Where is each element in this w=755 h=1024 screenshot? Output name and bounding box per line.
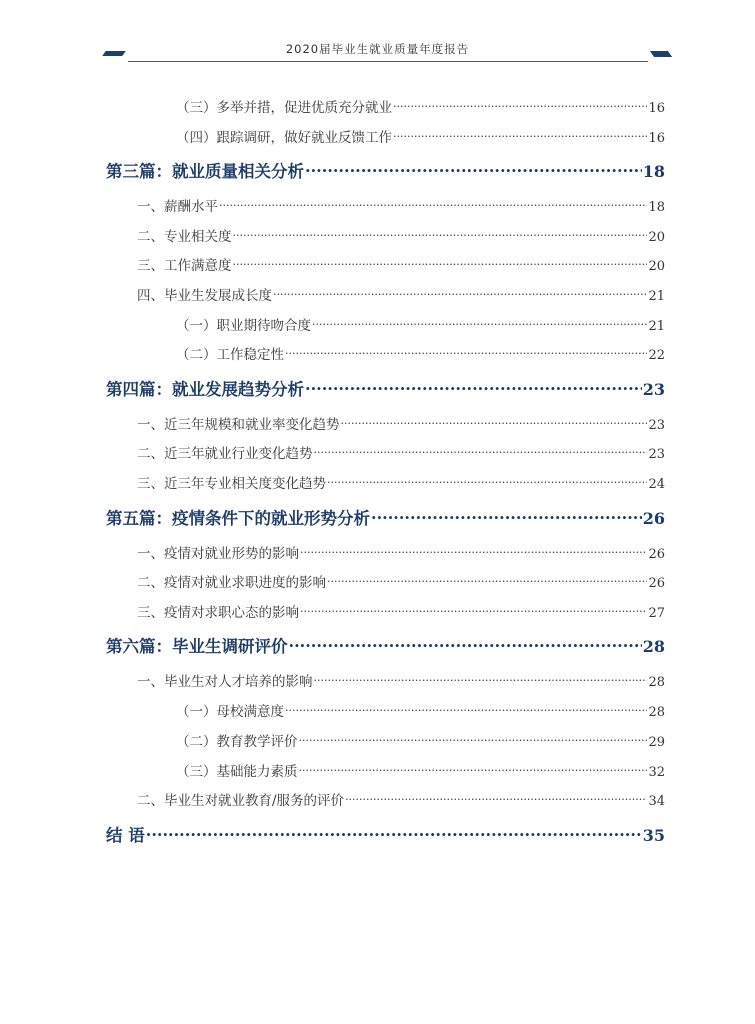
toc-dot-leader — [219, 198, 647, 212]
header-rule — [128, 61, 648, 62]
toc-entry-page: 27 — [648, 606, 665, 621]
toc-chapter-entry[interactable] — [106, 505, 665, 529]
toc-chapter-page: 28 — [642, 637, 665, 656]
toc-entry[interactable] — [137, 571, 665, 591]
toc-entry-label: 一、近三年规模和就业率变化趋势 — [137, 417, 340, 433]
toc-entry[interactable] — [176, 96, 665, 116]
toc-entry-page: 18 — [648, 200, 665, 215]
toc-entry[interactable] — [137, 601, 665, 621]
toc-entry-label: 二、疫情对就业求职进度的影响 — [137, 575, 326, 591]
toc-entry-label: 三、疫情对求职心态的影响 — [137, 605, 299, 621]
toc-entry-label: 四、毕业生发展成长度 — [137, 288, 272, 304]
toc-chapter-page: 35 — [642, 826, 665, 845]
toc-chapter-label: 结 语 — [106, 826, 145, 845]
toc-entry-label: 一、疫情对就业形势的影响 — [137, 546, 299, 562]
toc-dot-leader — [305, 161, 642, 178]
toc-entry-page: 28 — [648, 675, 665, 690]
toc-entry-page: 16 — [648, 101, 665, 116]
toc-dot-leader — [233, 228, 648, 242]
toc-entry[interactable] — [137, 225, 665, 245]
toc-dot-leader — [299, 763, 648, 777]
toc-entry-label: （三）多举并措，促进优质充分就业 — [176, 100, 392, 116]
toc-entry-page: 28 — [648, 705, 665, 720]
toc-chapter-entry[interactable] — [106, 158, 665, 182]
toc-entry-label: （三）基础能力素质 — [176, 764, 298, 780]
toc-dot-leader — [299, 733, 648, 747]
toc-dot-leader — [273, 287, 647, 301]
toc-entry-label: 二、毕业生对就业教育/服务的评价 — [137, 793, 345, 809]
toc-entry[interactable] — [176, 700, 665, 720]
toc-entry[interactable] — [137, 542, 665, 562]
toc-entry-label: （一）母校满意度 — [176, 704, 284, 720]
toc-entry[interactable] — [137, 195, 665, 215]
page-header — [0, 0, 755, 70]
toc-entry-label: 三、近三年专业相关度变化趋势 — [137, 476, 326, 492]
toc-entry-page: 29 — [648, 735, 665, 750]
toc-dot-leader — [300, 545, 647, 559]
toc-dot-leader — [341, 416, 648, 430]
toc-dot-leader — [314, 445, 648, 459]
toc-dot-leader — [285, 346, 647, 360]
toc-chapter-entry[interactable] — [106, 822, 665, 846]
toc-entry-page: 24 — [648, 477, 665, 492]
toc-dot-leader — [285, 703, 647, 717]
toc-entry[interactable] — [176, 730, 665, 750]
toc-entry[interactable] — [176, 760, 665, 780]
toc-chapter-entry[interactable] — [106, 633, 665, 657]
toc-dot-leader — [289, 636, 642, 653]
toc-chapter-page: 26 — [642, 509, 665, 528]
toc-entry[interactable] — [176, 343, 665, 363]
toc-entry-page: 16 — [648, 131, 665, 146]
toc-entry[interactable] — [137, 789, 665, 809]
toc-entry-label: 一、毕业生对人才培养的影响 — [137, 674, 313, 690]
toc-entry-label: （四）跟踪调研，做好就业反馈工作 — [176, 130, 392, 146]
toc-chapter-label: 第四篇：就业发展趋势分析 — [106, 380, 304, 399]
toc-entry[interactable] — [137, 442, 665, 462]
toc-dot-leader — [233, 257, 648, 271]
toc-dot-leader — [146, 825, 642, 842]
toc-dot-leader — [314, 673, 648, 687]
toc-entry-label: 一、薪酬水平 — [137, 199, 218, 215]
toc-entry-page: 32 — [648, 765, 665, 780]
toc-entry-page: 21 — [648, 319, 665, 334]
toc-entry-label: （二）教育教学评价 — [176, 734, 298, 750]
toc-dot-leader — [371, 508, 642, 525]
toc-entry-page: 20 — [648, 259, 665, 274]
toc-entry-label: （二）工作稳定性 — [176, 347, 284, 363]
toc-entry-page: 22 — [648, 348, 665, 363]
toc-dot-leader — [300, 604, 647, 618]
toc-dot-leader — [345, 792, 647, 806]
header-title: 2020届毕业生就业质量年度报告 — [285, 42, 470, 56]
toc-entry-label: 二、专业相关度 — [137, 229, 232, 245]
toc-entry-page: 20 — [648, 230, 665, 245]
toc-entry[interactable] — [137, 472, 665, 492]
toc-entry-label: 三、工作满意度 — [137, 258, 232, 274]
toc-chapter-label: 第六篇：毕业生调研评价 — [106, 637, 288, 656]
toc-chapter-page: 18 — [642, 162, 665, 181]
toc-chapter-label: 第三篇：就业质量相关分析 — [106, 162, 304, 181]
toc-entry-page: 23 — [648, 418, 665, 433]
toc-entry-label: （一）职业期待吻合度 — [176, 318, 311, 334]
toc-entry[interactable] — [137, 254, 665, 274]
toc-entry[interactable] — [137, 670, 665, 690]
toc-dot-leader — [393, 129, 647, 143]
toc-chapter-entry[interactable] — [106, 376, 665, 400]
toc-entry[interactable] — [176, 126, 665, 146]
toc-entry-page: 34 — [648, 794, 665, 809]
toc-dot-leader — [327, 574, 647, 588]
toc-entry-page: 23 — [648, 447, 665, 462]
toc-entry[interactable] — [137, 413, 665, 433]
toc-entry-page: 21 — [648, 289, 665, 304]
toc-entry-page: 26 — [648, 547, 665, 562]
toc-dot-leader — [393, 99, 647, 113]
toc-entry[interactable] — [176, 314, 665, 334]
toc-dot-leader — [305, 379, 642, 396]
toc-entry[interactable] — [137, 284, 665, 304]
toc-dot-leader — [312, 317, 647, 331]
toc-entry-page: 26 — [648, 576, 665, 591]
toc-entry-label: 二、近三年就业行业变化趋势 — [137, 446, 313, 462]
toc-chapter-label: 第五篇：疫情条件下的就业形势分析 — [106, 509, 370, 528]
header-right-mark — [650, 51, 672, 57]
toc-dot-leader — [327, 475, 647, 489]
toc-chapter-page: 23 — [642, 380, 665, 399]
